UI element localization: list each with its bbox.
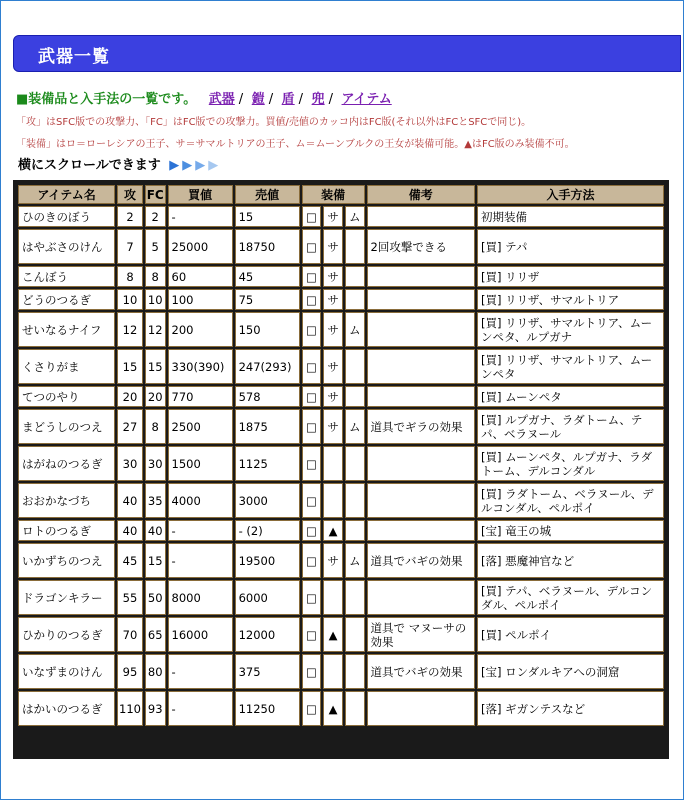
cell-source: [買] ムーンペタ、ルプガナ、ラダトーム、デルコンダル: [477, 446, 664, 481]
cell-fc-attack: 10: [145, 289, 166, 310]
cell-equip-samaltria: サ: [323, 229, 343, 264]
cell-sell-price: 578: [235, 386, 300, 407]
nav-link-items[interactable]: アイテム: [341, 92, 392, 107]
cell-item-name: こんぼう: [18, 266, 115, 287]
table-row: [18, 617, 664, 652]
cell-source: [落] 悪魔神官など: [477, 543, 664, 578]
cell-attack: 20: [117, 386, 143, 407]
cell-buy-price: 100: [168, 289, 233, 310]
cell-fc-attack: 15: [145, 543, 166, 578]
cell-equip-samaltria: サ: [323, 543, 343, 578]
cell-source: 初期装備: [477, 206, 664, 227]
cell-source: [買] リリザ、サマルトリア、ムーンペタ: [477, 349, 664, 384]
cell-item-name: ひのきのぼう: [18, 206, 115, 227]
cell-note: [367, 266, 475, 287]
cell-equip-lorasia: □: [302, 266, 322, 287]
cell-equip-samaltria: [323, 446, 343, 481]
cell-equip-samaltria: サ: [323, 409, 343, 444]
table-row: [18, 691, 664, 726]
title-bar: [13, 35, 681, 72]
cell-note: [367, 206, 475, 227]
cell-source: [買] ペルポイ: [477, 617, 664, 652]
cell-note: 道具でバギの効果: [367, 654, 475, 689]
cell-equip-moonbrook: [345, 617, 365, 652]
cell-item-name: ひかりのつるぎ: [18, 617, 115, 652]
cell-item-name: ドラゴンキラー: [18, 580, 115, 615]
header-fc: FC: [145, 185, 166, 204]
cell-equip-samaltria: サ: [323, 312, 343, 347]
cell-source: [買] テパ: [477, 229, 664, 264]
cell-sell-price: 1125: [235, 446, 300, 481]
header-notes: 備考: [367, 185, 475, 204]
cell-attack: 7: [117, 229, 143, 264]
cell-equip-lorasia: □: [302, 446, 322, 481]
table-body: [18, 206, 664, 726]
cell-attack: 45: [117, 543, 143, 578]
cell-equip-lorasia: □: [302, 654, 322, 689]
cell-note: [367, 483, 475, 518]
cell-equip-lorasia: □: [302, 409, 322, 444]
cell-fc-attack: 35: [145, 483, 166, 518]
cell-attack: 30: [117, 446, 143, 481]
cell-attack: 70: [117, 617, 143, 652]
cell-attack: 95: [117, 654, 143, 689]
cell-buy-price: -: [168, 691, 233, 726]
cell-item-name: ロトのつるぎ: [18, 520, 115, 541]
cell-equip-moonbrook: [345, 229, 365, 264]
cell-item-name: てつのやり: [18, 386, 115, 407]
cell-equip-moonbrook: [345, 520, 365, 541]
cell-note: 道具でバギの効果: [367, 543, 475, 578]
cell-equip-moonbrook: [345, 446, 365, 481]
cell-equip-samaltria: ▲: [323, 520, 343, 541]
table-row: [18, 266, 664, 287]
header-buy: 買値: [168, 185, 233, 204]
table-row: [18, 206, 664, 227]
cell-sell-price: 3000: [235, 483, 300, 518]
cell-sell-price: - (2): [235, 520, 300, 541]
cell-note: [367, 691, 475, 726]
heading-text: ■装備品と入手法の一覧です。: [16, 92, 197, 107]
cell-buy-price: 16000: [168, 617, 233, 652]
cell-equip-moonbrook: [345, 691, 365, 726]
cell-fc-attack: 5: [145, 229, 166, 264]
cell-equip-lorasia: □: [302, 483, 322, 518]
cell-note: [367, 446, 475, 481]
table-row: [18, 580, 664, 615]
cell-item-name: いなずまのけん: [18, 654, 115, 689]
table-row: [18, 386, 664, 407]
header-item-name: アイテム名: [18, 185, 115, 204]
cell-fc-attack: 15: [145, 349, 166, 384]
cell-buy-price: 770: [168, 386, 233, 407]
cell-note: 道具で マヌーサの効果: [367, 617, 475, 652]
cell-sell-price: 247(293): [235, 349, 300, 384]
header-sell: 売値: [235, 185, 300, 204]
cell-buy-price: -: [168, 543, 233, 578]
cell-source: [買] リリザ、サマルトリア: [477, 289, 664, 310]
cell-item-name: いかずちのつえ: [18, 543, 115, 578]
cell-attack: 55: [117, 580, 143, 615]
nav-link-weapons[interactable]: 武器: [208, 92, 235, 107]
cell-equip-samaltria: サ: [323, 266, 343, 287]
cell-attack: 12: [117, 312, 143, 347]
scroll-hint: [18, 154, 221, 173]
cell-buy-price: 1500: [168, 446, 233, 481]
cell-attack: 15: [117, 349, 143, 384]
cell-equip-moonbrook: ム: [345, 543, 365, 578]
scroll-hint-text: 横にスクロールできます: [18, 158, 161, 173]
cell-note: [367, 349, 475, 384]
cell-note: [367, 386, 475, 407]
table-row: [18, 520, 664, 541]
cell-source: [買] リリザ、サマルトリア、ムーンペタ、ルプガナ: [477, 312, 664, 347]
table-row: [18, 654, 664, 689]
cell-item-name: どうのつるぎ: [18, 289, 115, 310]
cell-source: [買] ムーンペタ: [477, 386, 664, 407]
header-attack: 攻: [117, 185, 143, 204]
cell-source: [宝] ロンダルキアへの洞窟: [477, 654, 664, 689]
cell-equip-lorasia: □: [302, 349, 322, 384]
cell-source: [買] テパ、ベラヌール、デルコンダル、ペルポイ: [477, 580, 664, 615]
table-row: [18, 409, 664, 444]
cell-equip-lorasia: □: [302, 617, 322, 652]
cell-item-name: はやぶさのけん: [18, 229, 115, 264]
cell-attack: 27: [117, 409, 143, 444]
table-row: [18, 229, 664, 264]
cell-equip-lorasia: □: [302, 206, 322, 227]
cell-equip-samaltria: サ: [323, 349, 343, 384]
cell-attack: 8: [117, 266, 143, 287]
section-heading: [16, 88, 392, 107]
cell-equip-moonbrook: [345, 654, 365, 689]
cell-source: [買] リリザ: [477, 266, 664, 287]
header-source: 入手方法: [477, 185, 664, 204]
cell-buy-price: -: [168, 206, 233, 227]
cell-equip-samaltria: [323, 580, 343, 615]
cell-note: [367, 312, 475, 347]
cell-attack: 40: [117, 520, 143, 541]
cell-fc-attack: 93: [145, 691, 166, 726]
cell-source: [宝] 竜王の城: [477, 520, 664, 541]
cell-fc-attack: 20: [145, 386, 166, 407]
nav-link-shields[interactable]: 盾: [281, 92, 295, 107]
cell-fc-attack: 8: [145, 409, 166, 444]
cell-sell-price: 19500: [235, 543, 300, 578]
cell-buy-price: -: [168, 520, 233, 541]
cell-sell-price: 375: [235, 654, 300, 689]
cell-sell-price: 12000: [235, 617, 300, 652]
cell-attack: 2: [117, 206, 143, 227]
cell-fc-attack: 8: [145, 266, 166, 287]
cell-buy-price: 8000: [168, 580, 233, 615]
cell-item-name: くさりがま: [18, 349, 115, 384]
cell-note: 道具でギラの効果: [367, 409, 475, 444]
cell-equip-lorasia: □: [302, 229, 322, 264]
cell-item-name: せいなるナイフ: [18, 312, 115, 347]
table-row: [18, 349, 664, 384]
cell-equip-samaltria: サ: [323, 386, 343, 407]
category-nav: 武器 / 鎧 / 盾 / 兜 / アイテム: [208, 92, 392, 107]
cell-note: [367, 520, 475, 541]
table-row: [18, 289, 664, 310]
note-attack: 「攻」はSFC版での攻撃力、「FC」はFC版での攻撃力。買値/売値のカッコ内はFC版(それ以外はFCとSFCで同じ)。: [16, 117, 532, 128]
cell-source: [落] ギガンテスなど: [477, 691, 664, 726]
cell-buy-price: 2500: [168, 409, 233, 444]
cell-buy-price: 4000: [168, 483, 233, 518]
table-header-row: [18, 185, 664, 204]
page-title: 武器一覧: [38, 47, 110, 67]
cell-buy-price: 25000: [168, 229, 233, 264]
cell-sell-price: 18750: [235, 229, 300, 264]
cell-equip-moonbrook: ム: [345, 312, 365, 347]
cell-source: [買] ラダトーム、ベラヌール、デルコンダル、ペルポイ: [477, 483, 664, 518]
cell-equip-samaltria: ▲: [323, 617, 343, 652]
weapons-table-frame: [13, 180, 669, 759]
table-row: [18, 312, 664, 347]
cell-buy-price: 60: [168, 266, 233, 287]
note-equip: 「装備」はロ＝ローレシアの王子、サ＝サマルトリアの王子、ム＝ムーンブルクの王女が装備可能。▲はFC版のみ装備不可。: [16, 139, 575, 150]
cell-equip-samaltria: ▲: [323, 691, 343, 726]
cell-sell-price: 150: [235, 312, 300, 347]
table-row: [18, 446, 664, 481]
cell-buy-price: -: [168, 654, 233, 689]
cell-item-name: はかいのつるぎ: [18, 691, 115, 726]
cell-equip-samaltria: [323, 483, 343, 518]
cell-equip-samaltria: [323, 654, 343, 689]
cell-equip-lorasia: □: [302, 543, 322, 578]
cell-equip-lorasia: □: [302, 289, 322, 310]
cell-equip-lorasia: □: [302, 691, 322, 726]
cell-equip-samaltria: サ: [323, 289, 343, 310]
cell-item-name: おおかなづち: [18, 483, 115, 518]
cell-sell-price: 75: [235, 289, 300, 310]
cell-note: [367, 580, 475, 615]
cell-sell-price: 11250: [235, 691, 300, 726]
table-row: [18, 483, 664, 518]
cell-item-name: まどうしのつえ: [18, 409, 115, 444]
cell-equip-moonbrook: [345, 483, 365, 518]
weapons-table: [16, 183, 666, 728]
cell-equip-lorasia: □: [302, 520, 322, 541]
cell-equip-moonbrook: [345, 289, 365, 310]
cell-fc-attack: 80: [145, 654, 166, 689]
cell-attack: 40: [117, 483, 143, 518]
cell-buy-price: 330(390): [168, 349, 233, 384]
cell-source: [買] ルプガナ、ラダトーム、テパ、ベラヌール: [477, 409, 664, 444]
cell-attack: 10: [117, 289, 143, 310]
cell-sell-price: 15: [235, 206, 300, 227]
cell-sell-price: 1875: [235, 409, 300, 444]
cell-sell-price: 6000: [235, 580, 300, 615]
header-equip: 装備: [302, 185, 365, 204]
cell-note: [367, 289, 475, 310]
nav-link-helmets[interactable]: 兜: [311, 92, 325, 107]
cell-equip-moonbrook: ム: [345, 206, 365, 227]
cell-equip-lorasia: □: [302, 580, 322, 615]
cell-fc-attack: 40: [145, 520, 166, 541]
cell-sell-price: 45: [235, 266, 300, 287]
cell-equip-moonbrook: [345, 349, 365, 384]
cell-equip-moonbrook: [345, 266, 365, 287]
cell-fc-attack: 2: [145, 206, 166, 227]
cell-equip-samaltria: サ: [323, 206, 343, 227]
table-row: [18, 543, 664, 578]
cell-equip-moonbrook: [345, 386, 365, 407]
scroll-arrows-icon: ▶▶▶▶: [169, 158, 222, 173]
cell-fc-attack: 30: [145, 446, 166, 481]
cell-attack: 110: [117, 691, 143, 726]
cell-item-name: はがねのつるぎ: [18, 446, 115, 481]
cell-equip-moonbrook: [345, 580, 365, 615]
cell-note: 2回攻撃できる: [367, 229, 475, 264]
cell-equip-moonbrook: ム: [345, 409, 365, 444]
cell-buy-price: 200: [168, 312, 233, 347]
cell-fc-attack: 65: [145, 617, 166, 652]
cell-fc-attack: 50: [145, 580, 166, 615]
cell-fc-attack: 12: [145, 312, 166, 347]
cell-equip-lorasia: □: [302, 386, 322, 407]
nav-link-armor[interactable]: 鎧: [251, 92, 265, 107]
cell-equip-lorasia: □: [302, 312, 322, 347]
